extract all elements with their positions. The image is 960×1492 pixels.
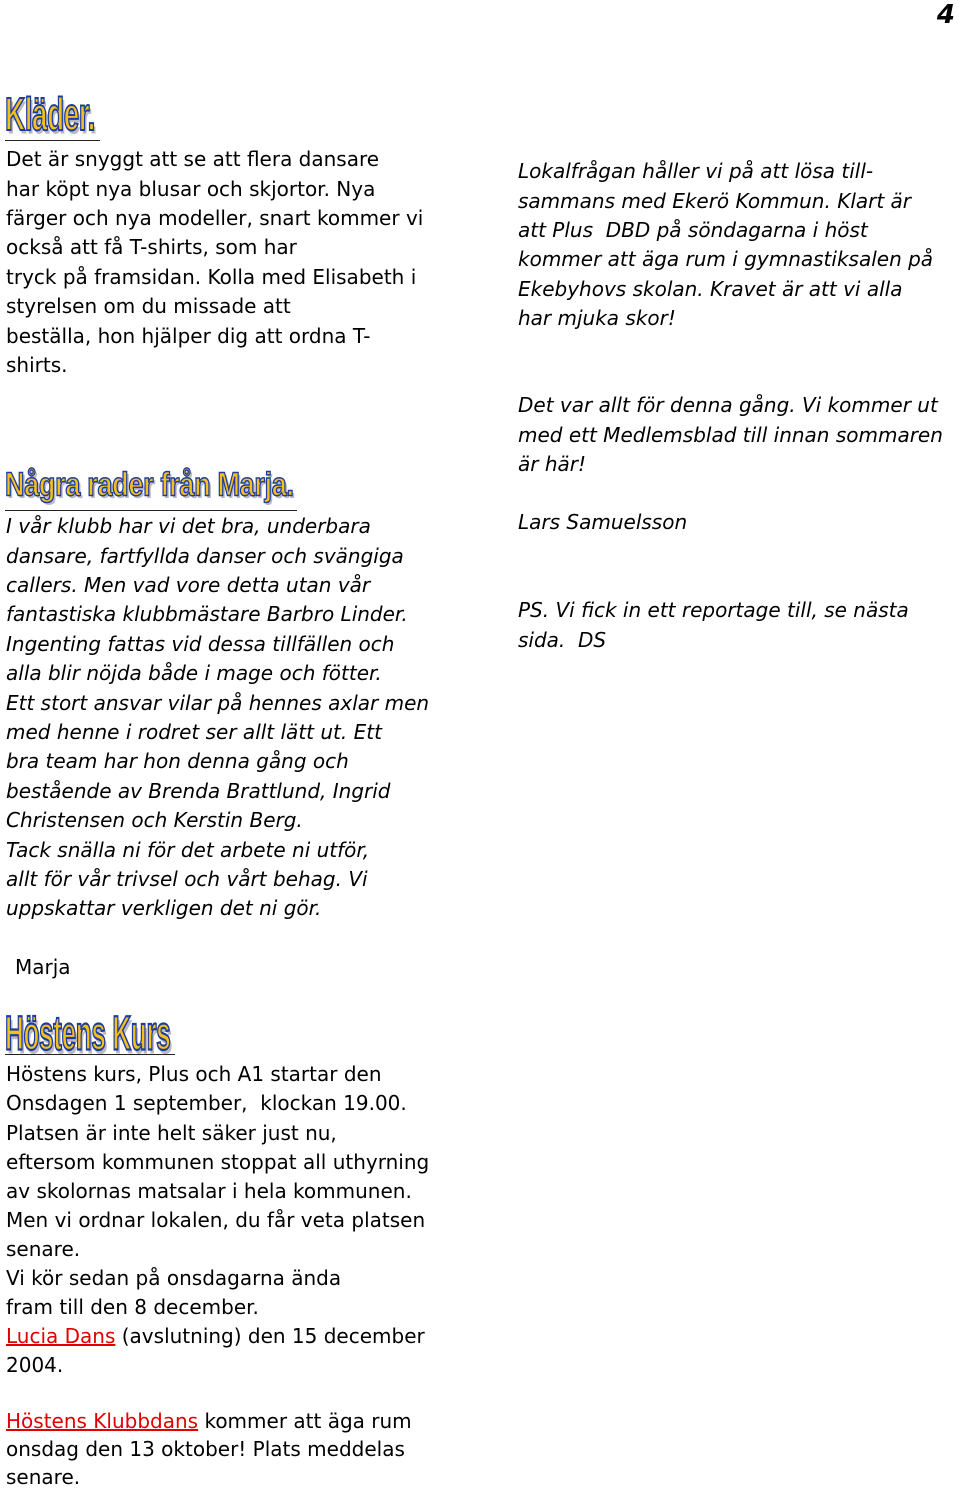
text-line: färger och nya modeller, snart kommer vi	[6, 206, 424, 231]
text-line: styrelsen om du missade att	[6, 294, 291, 319]
text-line: har mjuka skor!	[518, 306, 676, 331]
text-line: Men vi ordnar lokalen, du får veta platsen	[6, 1207, 426, 1232]
text-line: PS. Vi fick in ett reportage till, se nästa	[518, 598, 909, 623]
text-line: Onsdagen 1 september, klockan 19.00.	[6, 1091, 407, 1116]
text-line: fram till den 8 december.	[6, 1295, 259, 1320]
closing-paragraph	[518, 391, 943, 479]
text-line: att Plus DBD på söndagarna i höst	[518, 218, 868, 243]
text-line: kommer att äga rum i gymnastiksalen på	[518, 247, 934, 272]
text-line: tryck på framsidan. Kolla med Elisabeth i	[6, 264, 417, 289]
text-line: senare.	[6, 1465, 81, 1489]
text-line: med henne i rodret ser allt lätt ut. Ett	[6, 720, 382, 745]
lokal-paragraph	[518, 157, 933, 333]
text-line: Christensen och Kerstin Berg.	[6, 808, 303, 833]
text-line: med ett Medlemsblad till innan sommaren	[518, 422, 943, 447]
lucia-dans-details: (avslutning) den 15 december	[115, 1324, 425, 1349]
signature-text: Lars Samuelsson	[518, 510, 688, 535]
text-line: Ekebyhovs skolan. Kravet är att vi alla	[518, 276, 903, 301]
text-line: 2004.	[6, 1353, 64, 1378]
text-line: sammans med Ekerö Kommun. Klart är	[518, 188, 912, 213]
signature-marja	[15, 953, 71, 982]
text-line: Platsen är inte helt säker just nu,	[6, 1120, 337, 1145]
text-line: har köpt nya blusar och skjortor. Nya	[6, 176, 376, 201]
text-line: Höstens kurs, Plus och A1 startar den	[6, 1062, 382, 1087]
text-line: bra team har hon denna gång och	[6, 749, 349, 774]
heading-text: Några rader från Marja.	[5, 465, 294, 503]
lucia-dans-line	[6, 1322, 429, 1351]
hostens-klubbdans-paragraph	[6, 1407, 412, 1491]
text-line: fantastiska klubbmästare Barbro Linder.	[6, 602, 408, 627]
section-heading-klader	[5, 88, 100, 141]
text-line: Tack snälla ni för det arbete ni utför,	[6, 837, 370, 862]
text-line: Vi kör sedan på onsdagarna ända	[6, 1266, 342, 1291]
klader-paragraph	[6, 145, 423, 380]
section-heading-hostens-kurs	[5, 1005, 175, 1061]
text-line: också att få T-shirts, som har	[6, 235, 297, 260]
text-line: callers. Men vad vore detta utan vår	[6, 573, 371, 598]
text-line: beställa, hon hjälper dig att ordna T-	[6, 323, 371, 348]
text-line: Ett stort ansvar vilar på hennes axlar men	[6, 690, 430, 715]
heading-text: Kläder.	[5, 88, 95, 140]
hostens-klubbdans-link[interactable]: Höstens Klubbdans	[6, 1409, 199, 1433]
signature-text: Marja	[15, 955, 71, 980]
marja-paragraph	[6, 512, 429, 923]
text-line: dansare, fartfyllda danser och svängiga	[6, 543, 404, 568]
signature-lars-samuelsson	[518, 508, 687, 537]
text-line: bestående av Brenda Brattlund, Ingrid	[6, 778, 391, 803]
text-line: shirts.	[6, 353, 68, 378]
text-line: alla blir nöjda både i mage och fötter.	[6, 661, 382, 686]
text-line: Ingenting fattas vid dessa tillfällen och	[6, 631, 395, 656]
hostens-kurs-paragraph	[6, 1060, 429, 1380]
text-line: sida. DS	[518, 627, 607, 652]
text-line: Det är snyggt att se att flera dansare	[6, 147, 380, 172]
ps-paragraph	[518, 596, 909, 655]
text-line: är här!	[518, 452, 587, 477]
text-line: onsdag den 13 oktober! Plats meddelas	[6, 1437, 405, 1461]
text-line: senare.	[6, 1236, 81, 1261]
hostens-klubbdans-details: kommer att äga rum	[198, 1409, 412, 1433]
text-line: Lokalfrågan håller vi på att lösa till-	[518, 159, 874, 184]
text-line: uppskattar verkligen det ni gör.	[6, 896, 322, 921]
page-number: 4	[936, 0, 955, 30]
text-line: av skolornas matsalar i hela kommunen.	[6, 1178, 412, 1203]
lucia-dans-link[interactable]: Lucia Dans	[6, 1324, 116, 1349]
text-line: allt för vår trivsel och vårt behag. Vi	[6, 866, 368, 891]
hostens-klubbdans-line	[6, 1407, 412, 1435]
heading-text: Höstens Kurs	[5, 1005, 171, 1061]
section-heading-marja	[5, 466, 297, 511]
text-line: Det var allt för denna gång. Vi kommer ut	[518, 393, 938, 418]
text-line: eftersom kommunen stoppat all uthyrning	[6, 1149, 430, 1174]
text-line: I vår klubb har vi det bra, underbara	[6, 514, 371, 539]
